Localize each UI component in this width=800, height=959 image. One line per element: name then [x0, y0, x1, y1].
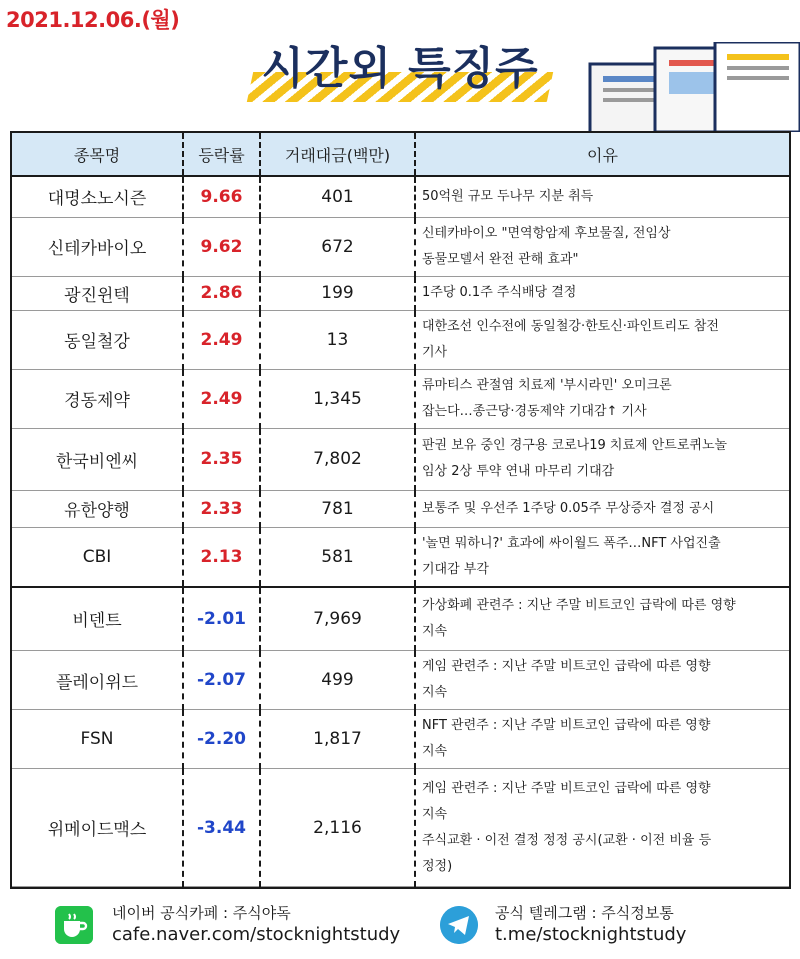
table-header-row — [12, 133, 789, 176]
reason-cell — [415, 651, 789, 710]
footer — [0, 894, 800, 959]
reason-line: 게임 관련주 : 지난 주말 비트코인 급락에 따른 영향 — [422, 780, 711, 796]
trade-volume: 401 — [260, 176, 415, 217]
trade-volume: 672 — [260, 217, 415, 276]
trade-volume: 199 — [260, 276, 415, 310]
stock-name: 경동제약 — [12, 369, 183, 428]
table-row — [12, 651, 789, 710]
reason-line: 동물모델서 완전 관해 효과" — [422, 251, 579, 267]
column-header-reason: 이유 — [415, 133, 789, 176]
stock-name: 한국비엔씨 — [12, 428, 183, 490]
table-row — [12, 527, 789, 587]
column-header-volume: 거래대금(백만) — [260, 133, 415, 176]
reason-line: NFT 관련주 : 지난 주말 비트코인 급락에 따른 영향 — [422, 718, 711, 733]
stock-name: 유한양행 — [12, 490, 183, 527]
trade-volume: 1,345 — [260, 369, 415, 428]
stock-name: CBI — [12, 527, 183, 587]
telegram-icon — [440, 906, 478, 944]
table-row — [12, 369, 789, 428]
reason-line: 주식교환 · 이전 결정 정정 공시(교환 · 이전 비율 등 — [422, 832, 712, 848]
trade-volume: 7,802 — [260, 428, 415, 490]
telegram-url-link[interactable]: t.me/stocknightstudy — [495, 924, 687, 945]
change-rate: 2.49 — [183, 369, 260, 428]
change-rate: 2.33 — [183, 490, 260, 527]
column-header-rate: 등락률 — [183, 133, 260, 176]
reason-cell — [415, 428, 789, 490]
reason-line: 1주당 0.1주 주식배당 결정 — [422, 285, 577, 300]
reason-line: 판권 보유 중인 경구용 코로나19 치료제 안트로퀴노놀 — [422, 438, 728, 453]
table-row — [12, 710, 789, 769]
trade-volume: 7,969 — [260, 587, 415, 651]
reason-line: 기사 — [422, 344, 448, 360]
stock-name: 대명소노시즌 — [12, 176, 183, 217]
change-rate: -2.20 — [183, 710, 260, 769]
table-row — [12, 217, 789, 276]
stock-name: FSN — [12, 710, 183, 769]
newspaper-icon — [585, 42, 800, 132]
stock-name: 위메이드맥스 — [12, 769, 183, 887]
stock-name: 플레이위드 — [12, 651, 183, 710]
change-rate: -3.44 — [183, 769, 260, 887]
stock-table — [12, 133, 789, 887]
reason-line: 신테카바이오 "면역항암제 후보물질, 전임상 — [422, 225, 671, 241]
change-rate: -2.01 — [183, 587, 260, 651]
reason-line: 정정) — [422, 858, 453, 874]
table-row — [12, 310, 789, 369]
reason-line: 지속 — [422, 623, 448, 639]
change-rate: -2.07 — [183, 651, 260, 710]
reason-line: 게임 관련주 : 지난 주말 비트코인 급락에 따른 영향 — [422, 659, 711, 674]
reason-line: 대한조선 인수전에 동일철강·한토신·파인트리도 참전 — [422, 318, 719, 334]
trade-volume: 2,116 — [260, 769, 415, 887]
table-row — [12, 490, 789, 527]
reason-line: 류마티스 관절염 치료제 '부시라민' 오미크론 — [422, 377, 672, 393]
reason-cell — [415, 769, 789, 887]
change-rate: 2.13 — [183, 527, 260, 587]
title-banner — [250, 30, 550, 110]
change-rate: 2.86 — [183, 276, 260, 310]
stock-table-frame — [10, 131, 791, 889]
reason-line: 가상화폐 관련주 : 지난 주말 비트코인 급락에 따른 영향 — [422, 597, 736, 613]
trade-volume: 581 — [260, 527, 415, 587]
reason-cell — [415, 527, 789, 587]
reason-line: 임상 2상 투약 연내 마무리 기대감 — [422, 464, 615, 479]
reason-cell — [415, 176, 789, 217]
telegram-info — [495, 902, 686, 946]
reason-line: 지속 — [422, 685, 448, 700]
reason-cell — [415, 217, 789, 276]
page-title: 시간외 특징주 — [261, 43, 539, 94]
trade-volume: 781 — [260, 490, 415, 527]
cafe-title: 네이버 공식카페 : 주식야독 — [112, 904, 291, 922]
table-row — [12, 587, 789, 651]
reason-line: '놀면 뭐하니?' 효과에 싸이월드 폭주…NFT 사업진출 — [422, 535, 721, 551]
coffee-cup-icon — [55, 906, 93, 944]
change-rate: 2.35 — [183, 428, 260, 490]
reason-line: 50억원 규모 두나무 지분 취득 — [422, 188, 594, 204]
table-row — [12, 769, 789, 887]
change-rate: 9.62 — [183, 217, 260, 276]
reason-cell — [415, 490, 789, 527]
reason-cell — [415, 710, 789, 769]
reason-cell — [415, 310, 789, 369]
date-label: 2021.12.06.(월) — [6, 8, 180, 32]
cafe-url-link[interactable]: cafe.naver.com/stocknightstudy — [112, 924, 401, 945]
change-rate: 2.49 — [183, 310, 260, 369]
telegram-title: 공식 텔레그램 : 주식정보통 — [495, 904, 674, 922]
reason-line: 지속 — [422, 806, 448, 822]
reason-cell — [415, 369, 789, 428]
table-row — [12, 276, 789, 310]
trade-volume: 1,817 — [260, 710, 415, 769]
table-row — [12, 428, 789, 490]
stock-name: 비덴트 — [12, 587, 183, 651]
reason-line: 기대감 부각 — [422, 561, 489, 577]
change-rate: 9.66 — [183, 176, 260, 217]
trade-volume: 499 — [260, 651, 415, 710]
table-row — [12, 176, 789, 217]
reason-line: 보통주 및 우선주 1주당 0.05주 무상증자 결정 공시 — [422, 500, 715, 516]
stock-name: 동일철강 — [12, 310, 183, 369]
stock-name: 광진윈텍 — [12, 276, 183, 310]
reason-cell — [415, 276, 789, 310]
stock-name: 신테카바이오 — [12, 217, 183, 276]
reason-line: 잡는다…종근당·경동제약 기대감↑ 기사 — [422, 403, 647, 419]
cafe-info — [112, 902, 400, 946]
reason-line: 지속 — [422, 744, 448, 759]
column-header-name: 종목명 — [12, 133, 183, 176]
reason-cell — [415, 587, 789, 651]
trade-volume: 13 — [260, 310, 415, 369]
